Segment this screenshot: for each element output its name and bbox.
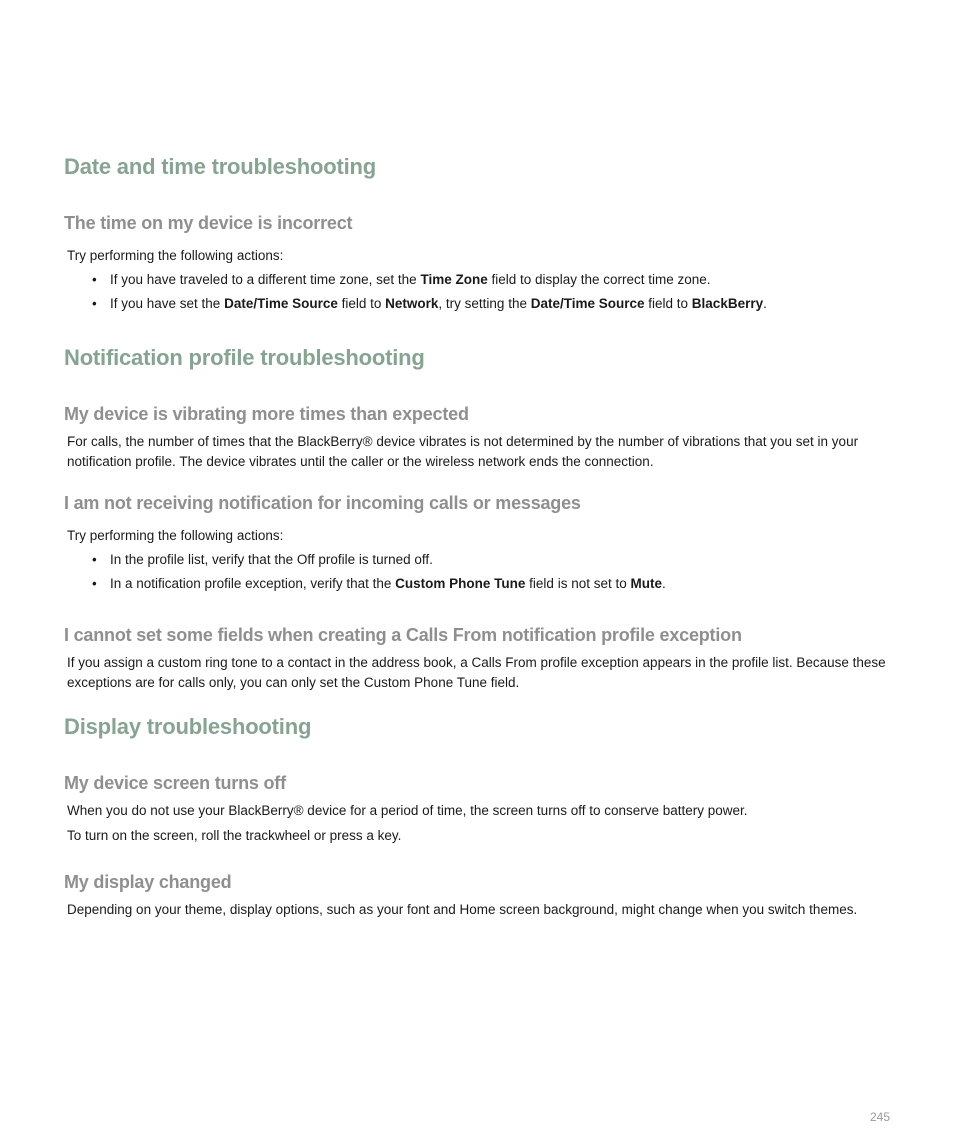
paragraph-turn-on: To turn on the screen, roll the trackwheel or press a key. — [67, 828, 402, 843]
heading-notification-profile: Notification profile troubleshooting — [64, 345, 425, 370]
subheading-screen-off: My device screen turns off — [64, 773, 286, 793]
bullet-icon: • — [92, 552, 97, 567]
bullet-icon: • — [92, 296, 97, 311]
bullet-item: • In a notification profile exception, verify that the Custom Phone Tune field is not set to Mute. — [92, 574, 892, 594]
page-number: 245 — [869, 1110, 890, 1124]
subheading-display-changed: My display changed — [64, 872, 232, 892]
paragraph-display-changed: Depending on your theme, display options, such as your font and Home screen background, might change when you switch themes. — [67, 902, 858, 917]
subheading-calls-from: I cannot set some fields when creating a Calls From notification profile exception — [64, 625, 742, 645]
bullet-icon: • — [92, 576, 97, 591]
subheading-time-incorrect: The time on my device is incorrect — [64, 213, 353, 233]
paragraph-try-actions: Try performing the following actions: — [67, 248, 284, 263]
subheading-vibrating: My device is vibrating more times than expected — [64, 404, 469, 424]
bullet-item: • In the profile list, verify that the Off profile is turned off. — [92, 550, 892, 570]
heading-display: Display troubleshooting — [64, 714, 312, 739]
paragraph-try-actions-2: Try performing the following actions: — [67, 528, 284, 543]
heading-date-time: Date and time troubleshooting — [64, 154, 376, 179]
paragraph-screen-off: When you do not use your BlackBerry® device for a period of time, the screen turns off to conserve battery power. — [67, 803, 748, 818]
paragraph-calls-from: If you assign a custom ring tone to a contact in the address book, a Calls From profile exception appears in the profile list. Because these exceptions are for calls only, you can only set the Custom Phone Tune field. — [67, 655, 886, 690]
paragraph-vibrating: For calls, the number of times that the BlackBerry® device vibrates is not determined by the number of vibrations that you set in your notification profile. The device vibrates until the caller or the wireless network ends the connection. — [67, 434, 859, 469]
bullet-icon: • — [92, 272, 97, 287]
subheading-not-receiving: I am not receiving notification for incoming calls or messages — [64, 493, 581, 513]
bullet-item: • If you have traveled to a different time zone, set the Time Zone field to display the correct time zone. — [92, 270, 892, 290]
bullet-item: • If you have set the Date/Time Source field to Network, try setting the Date/Time Source field to BlackBerry. — [92, 294, 892, 314]
